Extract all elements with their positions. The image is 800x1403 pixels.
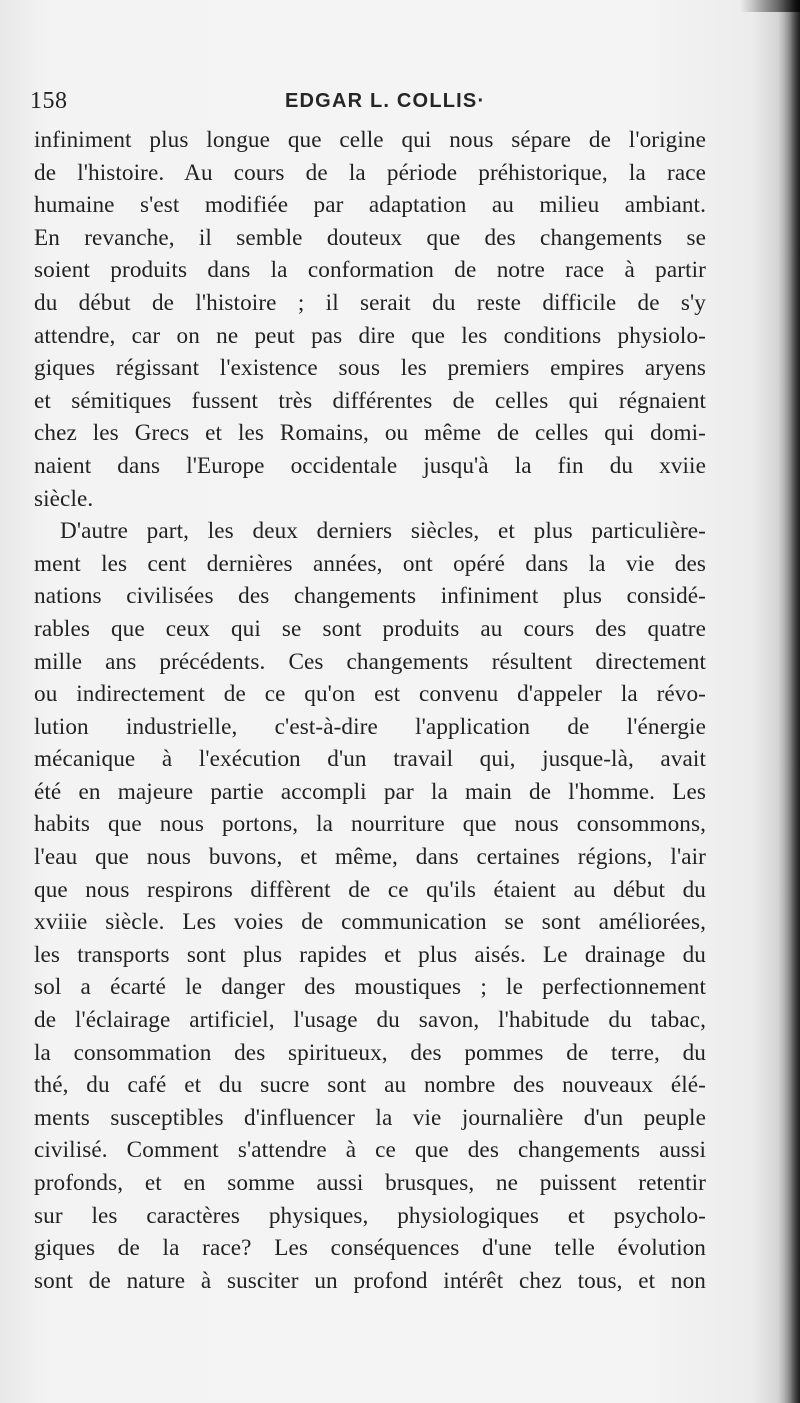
text-line: mille ans précédents. Ces changements résultent directement bbox=[34, 648, 706, 675]
text-line: lution industrielle, c'est-à-dire l'application de l'énergie bbox=[34, 713, 706, 740]
text-line: nations civilisées des changements infiniment plus considé- bbox=[34, 583, 706, 610]
text-line: que nous respirons diffèrent de ce qu'ils étaient au début du bbox=[34, 876, 706, 903]
text-line: D'autre part, les deux derniers siècles, et plus particulière- bbox=[60, 518, 706, 545]
body-text bbox=[34, 124, 706, 1297]
text-line: l'eau que nous buvons, et même, dans certaines régions, l'air bbox=[34, 844, 706, 871]
text-line: giques de la race? Les conséquences d'une telle évolution bbox=[34, 1235, 706, 1262]
text-line: les transports sont plus rapides et plus aisés. Le drainage du bbox=[34, 941, 706, 968]
text-line: habits que nous portons, la nourriture que nous consommons, bbox=[34, 811, 706, 838]
text-line: infiniment plus longue que celle qui nous sépare de l'origine bbox=[34, 127, 706, 153]
text-line: giques régissant l'existence sous les premiers empires aryens bbox=[34, 355, 706, 382]
text-line: ment les cent dernières années, ont opéré dans la vie des bbox=[34, 550, 706, 577]
text-line: siècle. bbox=[34, 485, 94, 512]
text-line: et sémitiques fussent très différentes de celles qui régnaient bbox=[34, 387, 706, 414]
running-head-title: EDGAR L. COLLIS· bbox=[285, 90, 486, 112]
text-line: de l'histoire. Au cours de la période préhistorique, la race bbox=[34, 159, 706, 186]
running-head bbox=[30, 88, 702, 116]
text-line: naient dans l'Europe occidentale jusqu'à la fin du xviie bbox=[34, 452, 706, 479]
text-line: attendre, car on ne peut pas dire que les conditions physiolo- bbox=[34, 322, 706, 349]
page-number: 158 bbox=[30, 88, 68, 114]
text-line: mécanique à l'exécution d'un travail qui, jusque-là, avait bbox=[34, 746, 706, 773]
page-corner-shadow bbox=[740, 0, 800, 12]
paragraph-2 bbox=[34, 515, 706, 1297]
text-line: de l'éclairage artificiel, l'usage du savon, l'habitude du tabac, bbox=[34, 1007, 706, 1034]
text-line: thé, du café et du sucre sont au nombre des nouveaux élé- bbox=[34, 1072, 706, 1099]
text-line: profonds, et en somme aussi brusques, ne puissent retentir bbox=[34, 1170, 706, 1196]
text-line: ments susceptibles d'influencer la vie journalière d'un peuple bbox=[34, 1104, 706, 1131]
text-line: En revanche, il semble douteux que des changements se bbox=[34, 224, 706, 251]
page-gutter-shadow bbox=[778, 0, 800, 1403]
text-line: du début de l'histoire ; il serait du reste difficile de s'y bbox=[34, 289, 706, 316]
text-line: rables que ceux qui se sont produits au cours des quatre bbox=[34, 615, 706, 642]
text-line: humaine s'est modifiée par adaptation au milieu ambiant. bbox=[34, 192, 706, 219]
text-line: sont de nature à susciter un profond intérêt chez tous, et non bbox=[34, 1267, 706, 1294]
text-line: été en majeure partie accompli par la main de l'homme. Les bbox=[34, 778, 706, 805]
text-line: ou indirectement de ce qu'on est convenu d'appeler la révo- bbox=[34, 681, 706, 708]
text-line: chez les Grecs et les Romains, ou même de celles qui domi- bbox=[34, 420, 706, 447]
text-line: soient produits dans la conformation de notre race à partir bbox=[34, 257, 706, 284]
text-line: la consommation des spiritueux, des pommes de terre, du bbox=[34, 1039, 706, 1066]
text-line: civilisé. Comment s'attendre à ce que des changements aussi bbox=[34, 1137, 706, 1164]
paragraph-1 bbox=[34, 124, 706, 515]
text-line: xviiie siècle. Les voies de communication se sont améliorées, bbox=[34, 909, 706, 936]
text-line: sur les caractères physiques, physiologiques et psycholo- bbox=[34, 1202, 706, 1229]
text-line: sol a écarté le danger des moustiques ; le perfectionnement bbox=[34, 974, 706, 1001]
